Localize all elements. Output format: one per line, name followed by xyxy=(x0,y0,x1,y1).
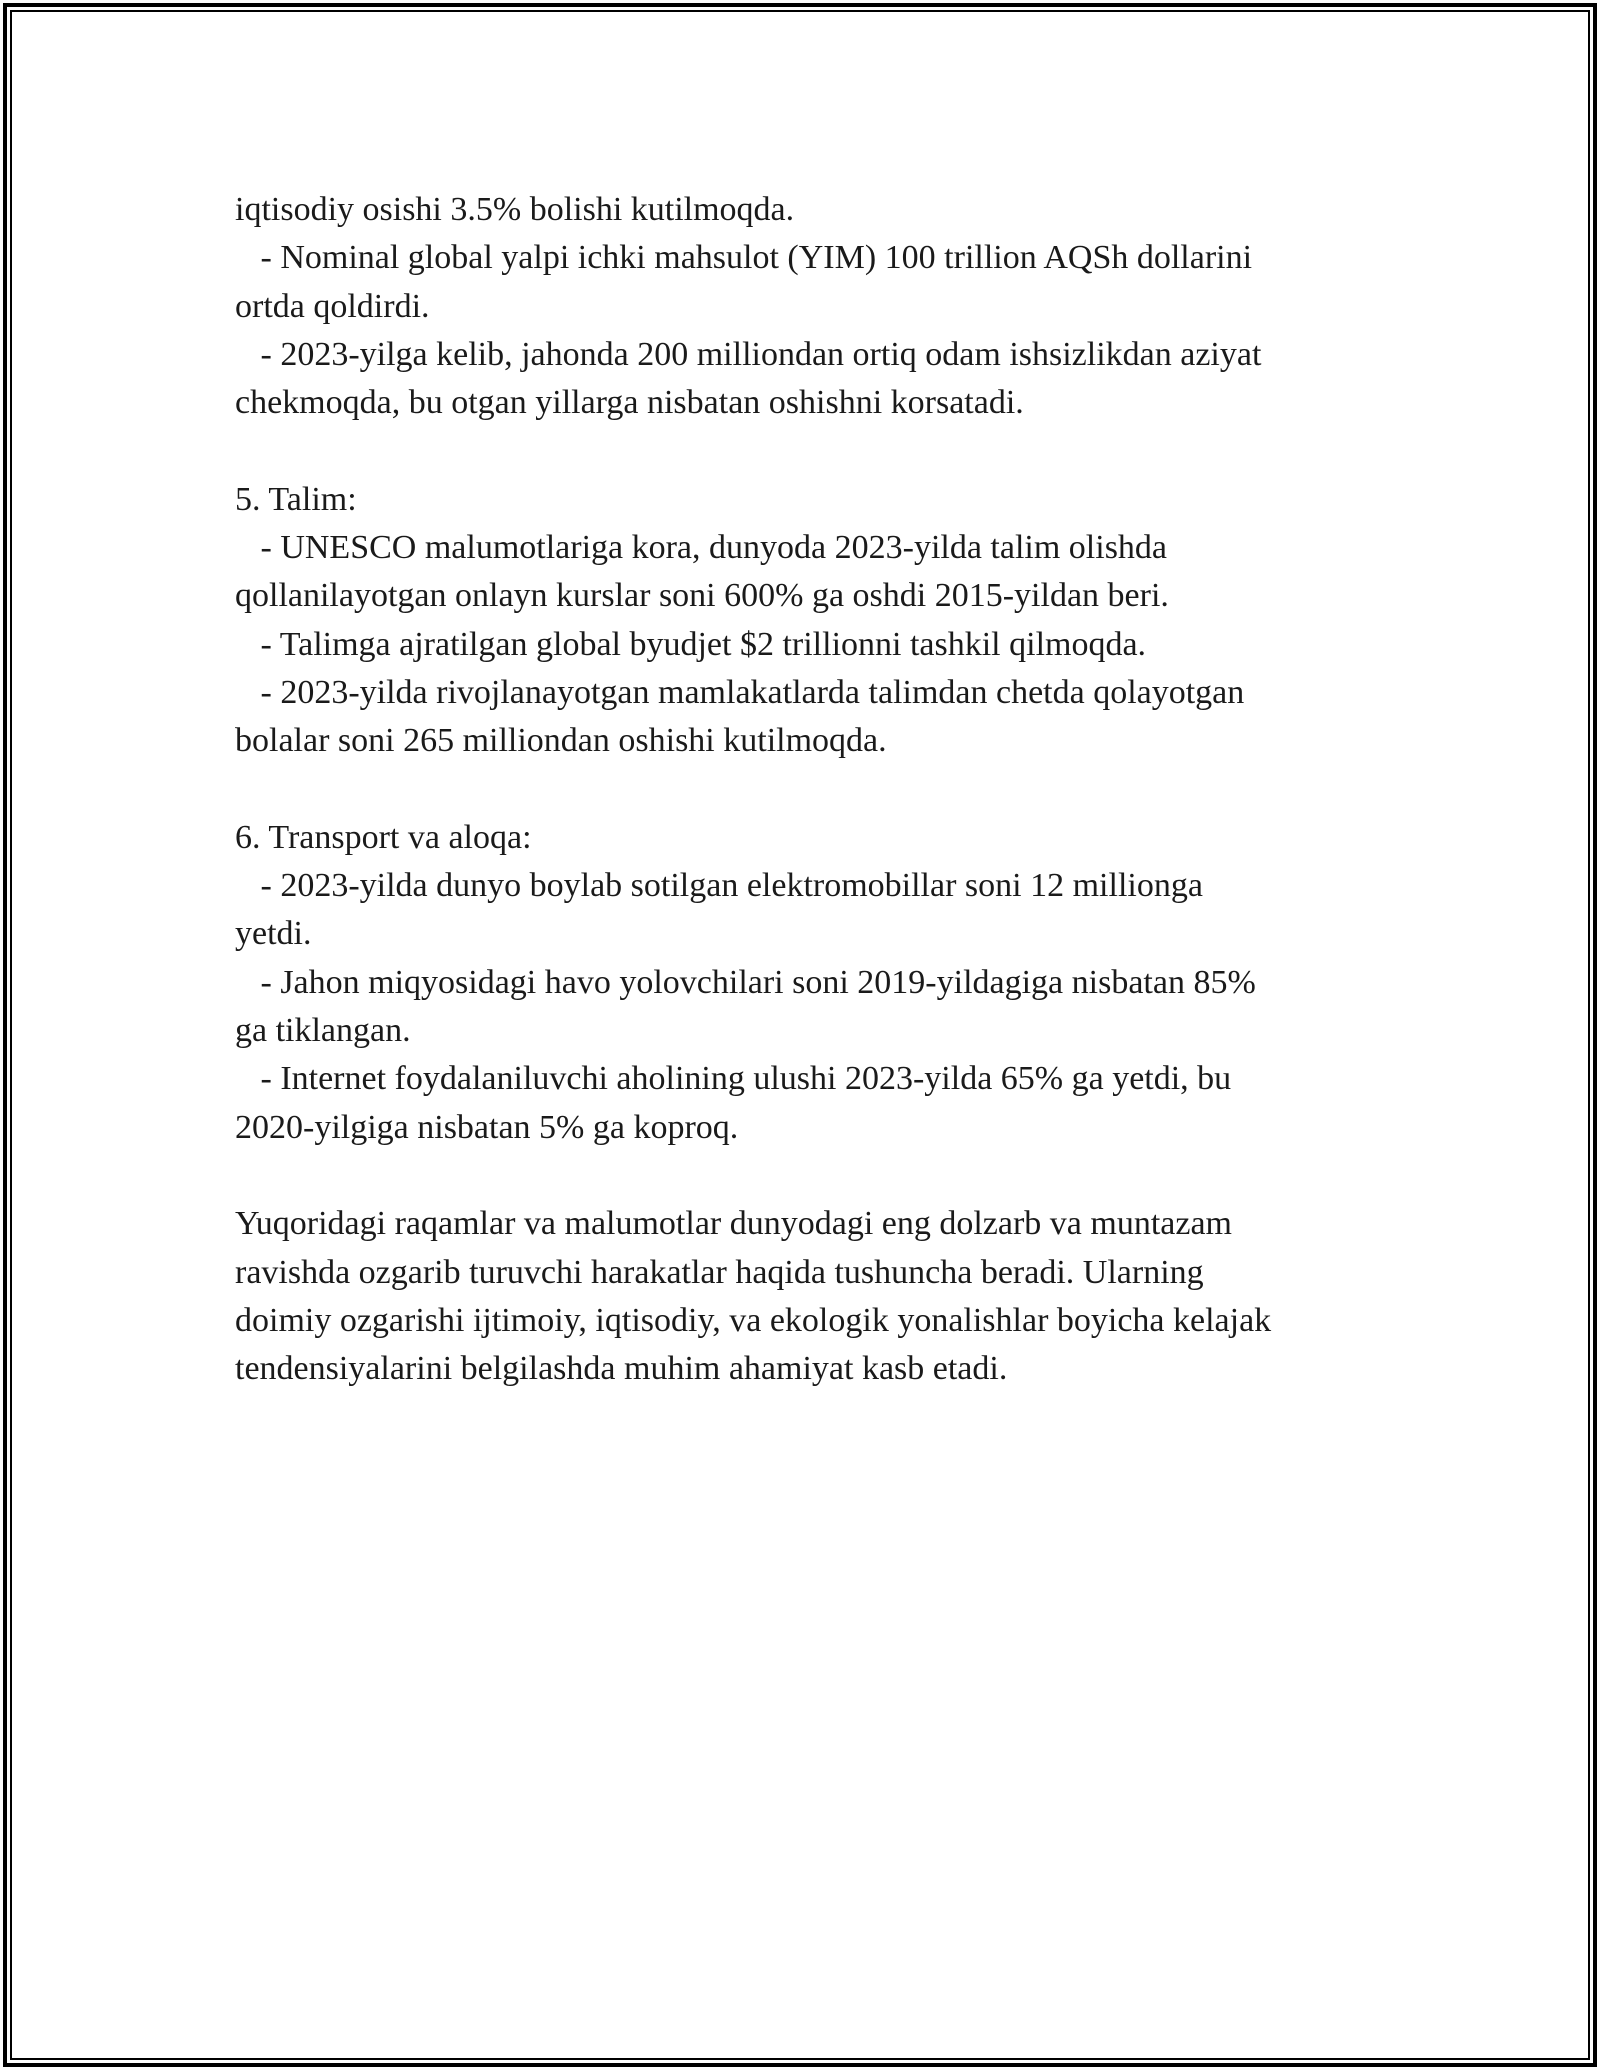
text-line: ga tiklangan. xyxy=(235,1012,411,1050)
paragraph-spacer xyxy=(235,766,1415,814)
text-line: - 2023-yilga kelib, jahonda 200 milliondan ortiq odam ishsizlikdan aziyat xyxy=(235,335,1262,373)
text-line: Yuqoridagi raqamlar va malumotlar dunyodagi eng dolzarb va muntazam xyxy=(235,1205,1233,1243)
text-line: chekmoqda, bu otgan yillarga nisbatan oshishni korsatadi. xyxy=(235,384,1024,422)
section-heading: 5. Talim: xyxy=(235,480,357,518)
text-line: - Jahon miqyosidagi havo yolovchilari soni 2019-yildagiga nisbatan 85% xyxy=(235,963,1256,1001)
text-line: - 2023-yilda rivojlanayotgan mamlakatlarda talimdan chetda qolayotgan xyxy=(235,673,1245,711)
text-line: - Talimga ajratilgan global byudjet $2 trillionni tashkil qilmoqda. xyxy=(235,625,1147,663)
text-line: ortda qoldirdi. xyxy=(235,287,430,325)
text-line: - Internet foydalaniluvchi aholining ulushi 2023-yilda 65% ga yetdi, bu xyxy=(235,1060,1232,1098)
paragraph-economy-continued xyxy=(235,186,1415,427)
text-line: 2020-yilgiga nisbatan 5% ga koproq. xyxy=(235,1108,739,1146)
text-line: ravishda ozgarib turuvchi harakatlar haqida tushuncha beradi. Ularning xyxy=(235,1253,1204,1291)
section-heading: 6. Transport va aloqa: xyxy=(235,818,532,856)
paragraph-spacer xyxy=(235,1152,1415,1200)
text-line: doimiy ozgarishi ijtimoiy, iqtisodiy, va ekologik yonalishlar boyicha kelajak xyxy=(235,1301,1272,1339)
text-line: - Nominal global yalpi ichki mahsulot (YIM) 100 trillion AQSh dollarini xyxy=(235,239,1253,277)
paragraph-conclusion xyxy=(235,1200,1415,1393)
text-line: bolalar soni 265 milliondan oshishi kutilmoqda. xyxy=(235,722,887,760)
document-body xyxy=(235,186,1415,1393)
text-line: iqtisodiy osishi 3.5% bolishi kutilmoqda. xyxy=(235,191,795,228)
paragraph-spacer xyxy=(235,427,1415,475)
text-line: - 2023-yilda dunyo boylab sotilgan elektromobillar soni 12 millionga xyxy=(235,867,1203,905)
text-line: - UNESCO malumotlariga kora, dunyoda 2023-yilda talim olishda xyxy=(235,529,1168,567)
section-transport xyxy=(235,814,1415,1152)
text-line: yetdi. xyxy=(235,915,312,953)
section-education xyxy=(235,476,1415,766)
text-line: qollanilayotgan onlayn kurslar soni 600% ga oshdi 2015-yildan beri. xyxy=(235,577,1169,615)
text-line: tendensiyalarini belgilashda muhim ahamiyat kasb etadi. xyxy=(235,1350,1008,1388)
